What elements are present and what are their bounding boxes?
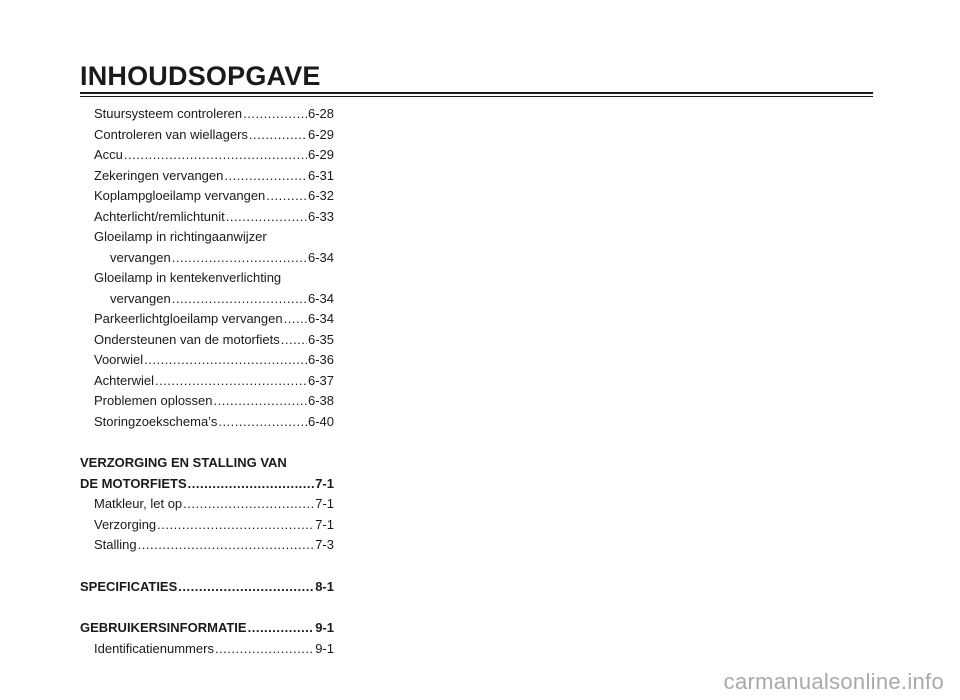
dot-leader bbox=[214, 391, 307, 412]
toc-entry-ondersteunen[interactable] bbox=[80, 330, 334, 351]
dot-leader bbox=[183, 494, 314, 515]
toc-entry-problemen[interactable] bbox=[80, 391, 334, 412]
dot-leader bbox=[266, 186, 307, 207]
toc-entry-storingzoekschema[interactable] bbox=[80, 412, 334, 433]
toc-entry-page: 6-31 bbox=[307, 167, 334, 183]
toc-entry-text: Achterwiel bbox=[94, 372, 154, 388]
dot-leader bbox=[224, 166, 307, 187]
toc-entry-page: 6-33 bbox=[307, 208, 334, 224]
toc-entry-accu[interactable] bbox=[80, 145, 334, 166]
toc-entry-richtingaanwijzer[interactable] bbox=[80, 227, 334, 248]
toc-entry-page: 6-38 bbox=[307, 393, 334, 408]
toc-entry-page: 6-34 bbox=[307, 290, 334, 306]
toc-chapter-text-cont: DE MOTORFIETS bbox=[80, 475, 187, 491]
toc-entry-text-cont: vervangen bbox=[110, 290, 171, 306]
watermark-text: carmanualsonline.info bbox=[723, 669, 944, 694]
toc-entry-text: Koplampgloeilamp vervangen bbox=[94, 188, 266, 203]
page-title: INHOUDSOPGAVE bbox=[80, 61, 321, 91]
toc-entry-text: Achterlicht/remlichtunit bbox=[94, 208, 225, 224]
toc-entry-page: 6-36 bbox=[307, 352, 334, 367]
toc-entry-koplamp[interactable] bbox=[80, 186, 334, 207]
toc-entry-text: Verzorging bbox=[94, 516, 157, 532]
toc-entry-stalling[interactable] bbox=[80, 535, 334, 556]
dot-leader bbox=[157, 515, 314, 536]
toc-entry-text-cont: vervangen bbox=[110, 249, 171, 265]
toc-entry-text: Problemen oplossen bbox=[94, 393, 213, 408]
toc-entry-matkleur[interactable] bbox=[80, 494, 334, 515]
toc-entry-text: Accu bbox=[94, 147, 123, 162]
dot-leader bbox=[248, 618, 315, 639]
toc-entry-text: Zekeringen vervangen bbox=[94, 167, 224, 183]
toc-entry-richtingaanwijzer-cont[interactable] bbox=[80, 248, 334, 269]
toc-chapter-7-line1[interactable] bbox=[80, 453, 334, 474]
section-gap bbox=[80, 556, 334, 577]
toc-entry-text: Identificatienummers bbox=[94, 640, 214, 656]
dot-leader bbox=[243, 104, 307, 125]
toc-entry-kentekenverlichting[interactable] bbox=[80, 268, 334, 289]
toc-entry-wiellagers[interactable] bbox=[80, 125, 334, 146]
section-gap bbox=[80, 597, 334, 618]
toc-entry-text: Voorwiel bbox=[94, 352, 144, 367]
toc-chapter-page: 7-1 bbox=[315, 475, 334, 491]
toc-entry-stuursysteem[interactable] bbox=[80, 104, 334, 125]
toc-entry-text: Controleren van wiellagers bbox=[94, 126, 248, 142]
toc-entry-page: 6-28 bbox=[307, 106, 334, 121]
toc-entry-page: 6-32 bbox=[307, 188, 334, 203]
dot-leader bbox=[218, 412, 307, 433]
toc-entry-text: Stuursysteem controleren bbox=[94, 106, 243, 121]
dot-leader bbox=[284, 309, 307, 330]
toc-entry-text: Ondersteunen van de motorfiets bbox=[94, 331, 280, 347]
dot-leader bbox=[138, 535, 315, 556]
toc-entry-verzorging[interactable] bbox=[80, 515, 334, 536]
toc-entry-page: 7-1 bbox=[315, 516, 334, 532]
toc-chapter-text: SPECIFICATIES bbox=[80, 578, 178, 594]
title-rule bbox=[80, 92, 873, 94]
toc-chapter-text: GEBRUIKERSINFORMATIE bbox=[80, 620, 247, 635]
dot-leader bbox=[188, 474, 315, 495]
toc-entry-voorwiel[interactable] bbox=[80, 350, 334, 371]
toc-entry-zekeringen[interactable] bbox=[80, 166, 334, 187]
dot-leader bbox=[249, 125, 307, 146]
toc-entry-page: 6-35 bbox=[307, 331, 334, 347]
toc-entry-page: 6-34 bbox=[307, 249, 334, 265]
toc-chapter-9[interactable] bbox=[80, 618, 334, 639]
dot-leader bbox=[155, 371, 307, 392]
toc-entry-page: 6-37 bbox=[307, 372, 334, 388]
dot-leader bbox=[281, 330, 307, 351]
toc-entry-parkeerlicht[interactable] bbox=[80, 309, 334, 330]
toc-entry-text: Gloeilamp in kentekenverlichting bbox=[94, 270, 282, 285]
toc-entry-text: Parkeerlichtgloeilamp vervangen bbox=[94, 311, 283, 326]
toc-entry-identificatienummers[interactable] bbox=[80, 639, 334, 660]
toc-chapter-text: VERZORGING EN STALLING VAN bbox=[80, 455, 287, 470]
dot-leader bbox=[172, 248, 307, 269]
toc-entry-text: Stalling bbox=[94, 537, 137, 552]
dot-leader bbox=[215, 639, 314, 660]
toc-chapter-8[interactable] bbox=[80, 577, 334, 598]
toc-entry-text: Matkleur, let op bbox=[94, 496, 183, 511]
toc-entry-page: 7-1 bbox=[315, 496, 334, 511]
dot-leader bbox=[144, 350, 307, 371]
section-gap bbox=[80, 432, 334, 453]
toc-entry-text: Storingzoekschema’s bbox=[94, 413, 218, 429]
dot-leader bbox=[124, 145, 307, 166]
toc-entry-page: 9-1 bbox=[315, 640, 334, 656]
table-of-contents bbox=[80, 104, 334, 659]
toc-chapter-page: 9-1 bbox=[315, 620, 334, 635]
toc-entry-achterlicht[interactable] bbox=[80, 207, 334, 228]
dot-leader bbox=[226, 207, 307, 228]
toc-chapter-page: 8-1 bbox=[315, 578, 334, 594]
toc-entry-page: 6-34 bbox=[307, 311, 334, 326]
toc-chapter-7[interactable] bbox=[80, 474, 334, 495]
toc-entry-kentekenverlichting-cont[interactable] bbox=[80, 289, 334, 310]
toc-entry-achterwiel[interactable] bbox=[80, 371, 334, 392]
toc-entry-page: 7-3 bbox=[315, 537, 334, 552]
toc-entry-text: Gloeilamp in richtingaanwijzer bbox=[94, 229, 267, 244]
dot-leader bbox=[172, 289, 307, 310]
dot-leader bbox=[178, 577, 314, 598]
toc-entry-page: 6-29 bbox=[307, 126, 334, 142]
toc-entry-page: 6-29 bbox=[307, 147, 334, 162]
toc-entry-page: 6-40 bbox=[307, 413, 334, 429]
